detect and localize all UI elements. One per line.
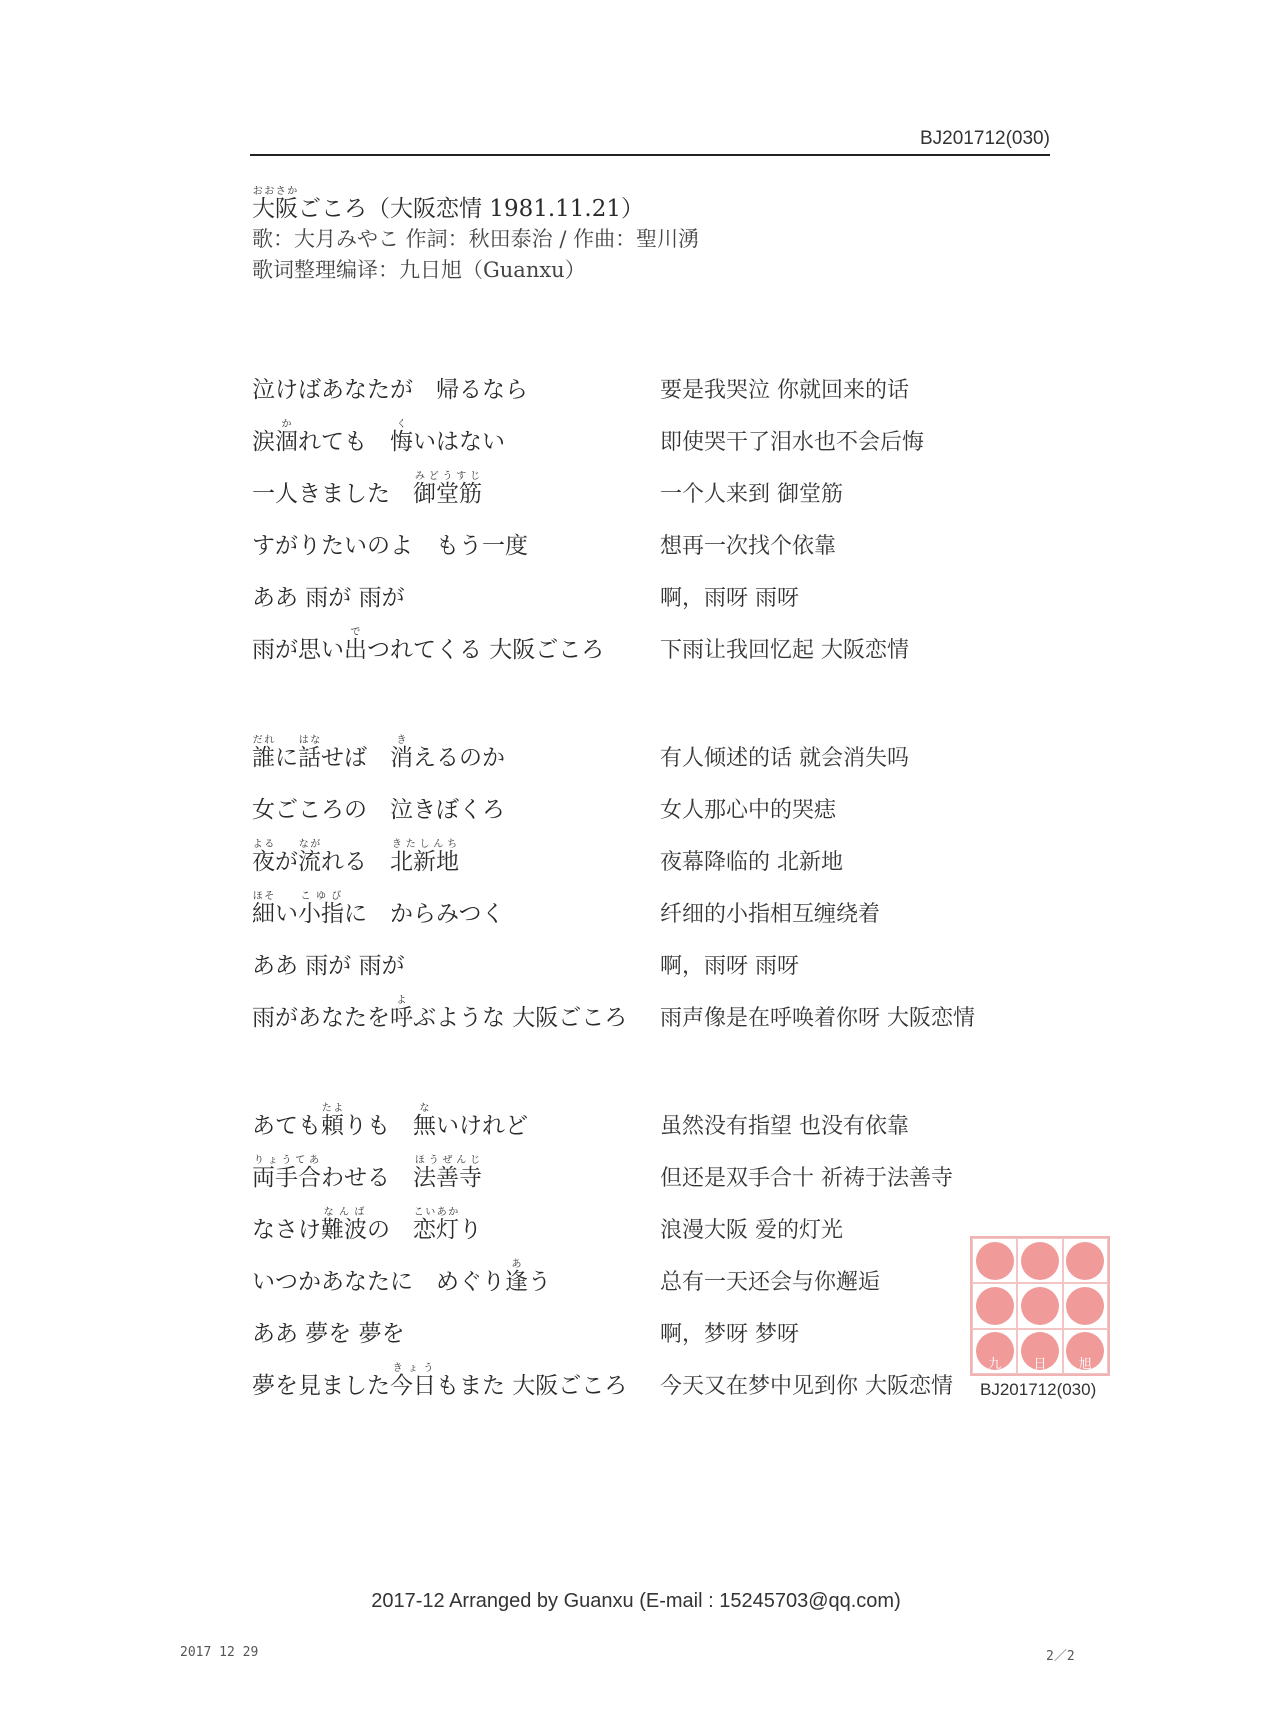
chinese-translation: 今天又在梦中见到你 大阪恋情 — [660, 1374, 953, 1399]
seal-dot-icon — [1066, 1242, 1104, 1280]
song-credits: 歌：大月みやこ 作詞：秋田泰治 / 作曲：聖川湧 — [252, 227, 700, 251]
lyric-line — [252, 778, 1092, 830]
seal-dot-icon — [976, 1242, 1014, 1280]
furigana-word: 両手合りょうてあ — [252, 1155, 321, 1191]
seal-cell — [1017, 1283, 1062, 1328]
seal-cell — [1063, 1283, 1108, 1328]
lyric-line — [252, 1198, 1092, 1250]
japanese-lyric: なさけ難波なんばの 恋灯こいあかり — [252, 1207, 482, 1243]
japanese-lyric: 両手合りょうてあわせる 法善寺ほうぜんじ — [252, 1155, 482, 1191]
furigana-word: 悔く — [390, 419, 413, 455]
seal-cell — [1017, 1238, 1062, 1283]
furigana-word: 話はな — [298, 735, 321, 771]
arranger-credit: 歌词整理编译：九日旭（Guanxu） — [252, 258, 586, 282]
lyric-line — [252, 1094, 1092, 1146]
chinese-translation: 啊，雨呀 雨呀 — [660, 586, 799, 611]
lyrics-stanza-3 — [252, 1094, 1092, 1406]
lyrics-stanza-1 — [252, 358, 1092, 670]
chinese-translation: 总有一天还会与你邂逅 — [660, 1270, 881, 1295]
furigana-word: 流なが — [298, 839, 321, 875]
chinese-translation: 雨声像是在呼唤着你呀 大阪恋情 — [660, 1006, 975, 1031]
chinese-translation: 即使哭干了泪水也不会后悔 — [660, 430, 925, 455]
japanese-lyric: すがりたいのよ もう一度 — [252, 533, 528, 559]
furigana-word: 恋灯こいあか — [413, 1207, 459, 1243]
seal-char: 九 — [988, 1356, 1002, 1372]
footer-credit: 2017-12 Arranged by Guanxu (E-mail : 15245703@qq.com) — [371, 1590, 901, 1612]
furigana-word: 頼たよ — [321, 1103, 344, 1139]
lyric-line — [252, 1354, 1092, 1406]
document-code: BJ201712(030) — [920, 128, 1050, 149]
furigana-word: 誰だれ — [252, 735, 275, 771]
lyric-line — [252, 462, 1092, 514]
seal-dot-icon — [1066, 1287, 1104, 1325]
furigana-word: 御堂筋みどうすじ — [413, 471, 482, 507]
furigana-word: 法善寺ほうぜんじ — [413, 1155, 482, 1191]
seal-cell — [972, 1238, 1017, 1283]
seal-cell — [1063, 1329, 1108, 1374]
japanese-lyric: 夢を見ました今日きょうもまた 大阪ごころ — [252, 1363, 628, 1399]
chinese-translation: 想再一次找个依靠 — [660, 534, 837, 559]
seal-char: 日 — [1033, 1356, 1047, 1372]
chinese-translation: 虽然没有指望 也没有依靠 — [660, 1114, 909, 1139]
lyric-line — [252, 726, 1092, 778]
chinese-translation: 要是我哭泣 你就回来的话 — [660, 378, 909, 403]
seal-dot-icon — [1021, 1287, 1059, 1325]
japanese-lyric: 細ほそい小指こゆびに からみつく — [252, 891, 505, 927]
lyric-line — [252, 830, 1092, 882]
japanese-lyric: 泣けばあなたが 帰るなら — [252, 377, 528, 403]
furigana-word: 無な — [413, 1103, 436, 1139]
lyric-line — [252, 1146, 1092, 1198]
lyric-line — [252, 934, 1092, 986]
seal-cell — [1063, 1238, 1108, 1283]
seal-dot-icon — [976, 1287, 1014, 1325]
furigana-word: 夜よる — [252, 839, 275, 875]
chinese-translation: 下雨让我回忆起 大阪恋情 — [660, 638, 909, 663]
japanese-lyric: 女ごころの 泣きぼくろ — [252, 797, 505, 823]
lyric-line — [252, 1250, 1092, 1302]
furigana-word: 呼よ — [390, 995, 413, 1031]
japanese-lyric: 夜よるが流ながれる 北新地きたしんち — [252, 839, 459, 875]
japanese-lyric: 涙涸かれても 悔くいはない — [252, 419, 505, 455]
lyric-line — [252, 986, 1092, 1038]
japanese-lyric: 雨が思い出でつれてくる 大阪ごころ — [252, 627, 605, 663]
chinese-translation: 夜幕降临的 北新地 — [660, 850, 843, 875]
furigana-word: 消き — [390, 735, 413, 771]
seal-cell — [972, 1329, 1017, 1374]
seal-char: 旭 — [1078, 1356, 1092, 1372]
furigana-word: 涸か — [275, 419, 298, 455]
footer-date: 2017 12 29 — [180, 1645, 259, 1660]
furigana-word: 細ほそ — [252, 891, 275, 927]
lyric-line — [252, 514, 1092, 566]
page-number: 2／2 — [1046, 1649, 1075, 1664]
chinese-translation: 女人那心中的哭痣 — [660, 798, 837, 823]
seal-dot-icon — [1021, 1242, 1059, 1280]
chinese-translation: 有人倾述的话 就会消失吗 — [660, 746, 909, 771]
furigana-word: 難波なんば — [321, 1207, 367, 1243]
furigana-word: 北新地きたしんち — [390, 839, 459, 875]
japanese-lyric: 雨があなたを呼よぶような 大阪ごころ — [252, 995, 628, 1031]
seal-cell — [1017, 1329, 1062, 1374]
title-ruby: 大阪おおさか — [252, 186, 298, 222]
furigana-word: 出で — [344, 627, 367, 663]
japanese-lyric: ああ 雨が 雨が — [252, 953, 405, 979]
seal-cell — [972, 1283, 1017, 1328]
furigana-word: 今日きょう — [390, 1363, 436, 1399]
seal-code: BJ201712(030) — [980, 1380, 1097, 1399]
japanese-lyric: いつかあなたに めぐり逢あう — [252, 1259, 551, 1295]
lyric-line — [252, 618, 1092, 670]
lyrics-stanza-2 — [252, 726, 1092, 1038]
lyric-line — [252, 358, 1092, 410]
song-title: 大阪おおさかごころ（大阪恋情 1981.11.21） — [252, 186, 644, 222]
chinese-translation: 一个人来到 御堂筋 — [660, 482, 843, 507]
furigana-word: 小指こゆび — [298, 891, 344, 927]
header-divider — [250, 154, 1050, 156]
lyric-line — [252, 882, 1092, 934]
chinese-translation: 浪漫大阪 爱的灯光 — [660, 1218, 843, 1243]
lyric-line — [252, 1302, 1092, 1354]
chinese-translation: 但还是双手合十 祈祷于法善寺 — [660, 1166, 953, 1191]
japanese-lyric: 誰だれに話はなせば 消きえるのか — [252, 735, 505, 771]
lyric-line — [252, 410, 1092, 462]
japanese-lyric: ああ 雨が 雨が — [252, 585, 405, 611]
furigana-word: 逢あ — [505, 1259, 528, 1295]
chinese-translation: 啊，梦呀 梦呀 — [660, 1322, 799, 1347]
japanese-lyric: ああ 夢を 夢を — [252, 1321, 405, 1347]
japanese-lyric: 一人きました 御堂筋みどうすじ — [252, 471, 482, 507]
title-block — [252, 186, 699, 286]
lyric-line — [252, 566, 1092, 618]
song-subtitle: （大阪恋情 1981.11.21） — [367, 196, 644, 222]
japanese-lyric: あても頼たよりも 無ないけれど — [252, 1103, 528, 1139]
chinese-translation: 纤细的小指相互缠绕着 — [660, 902, 881, 927]
personal-seal — [970, 1236, 1110, 1376]
chinese-translation: 啊，雨呀 雨呀 — [660, 954, 799, 979]
